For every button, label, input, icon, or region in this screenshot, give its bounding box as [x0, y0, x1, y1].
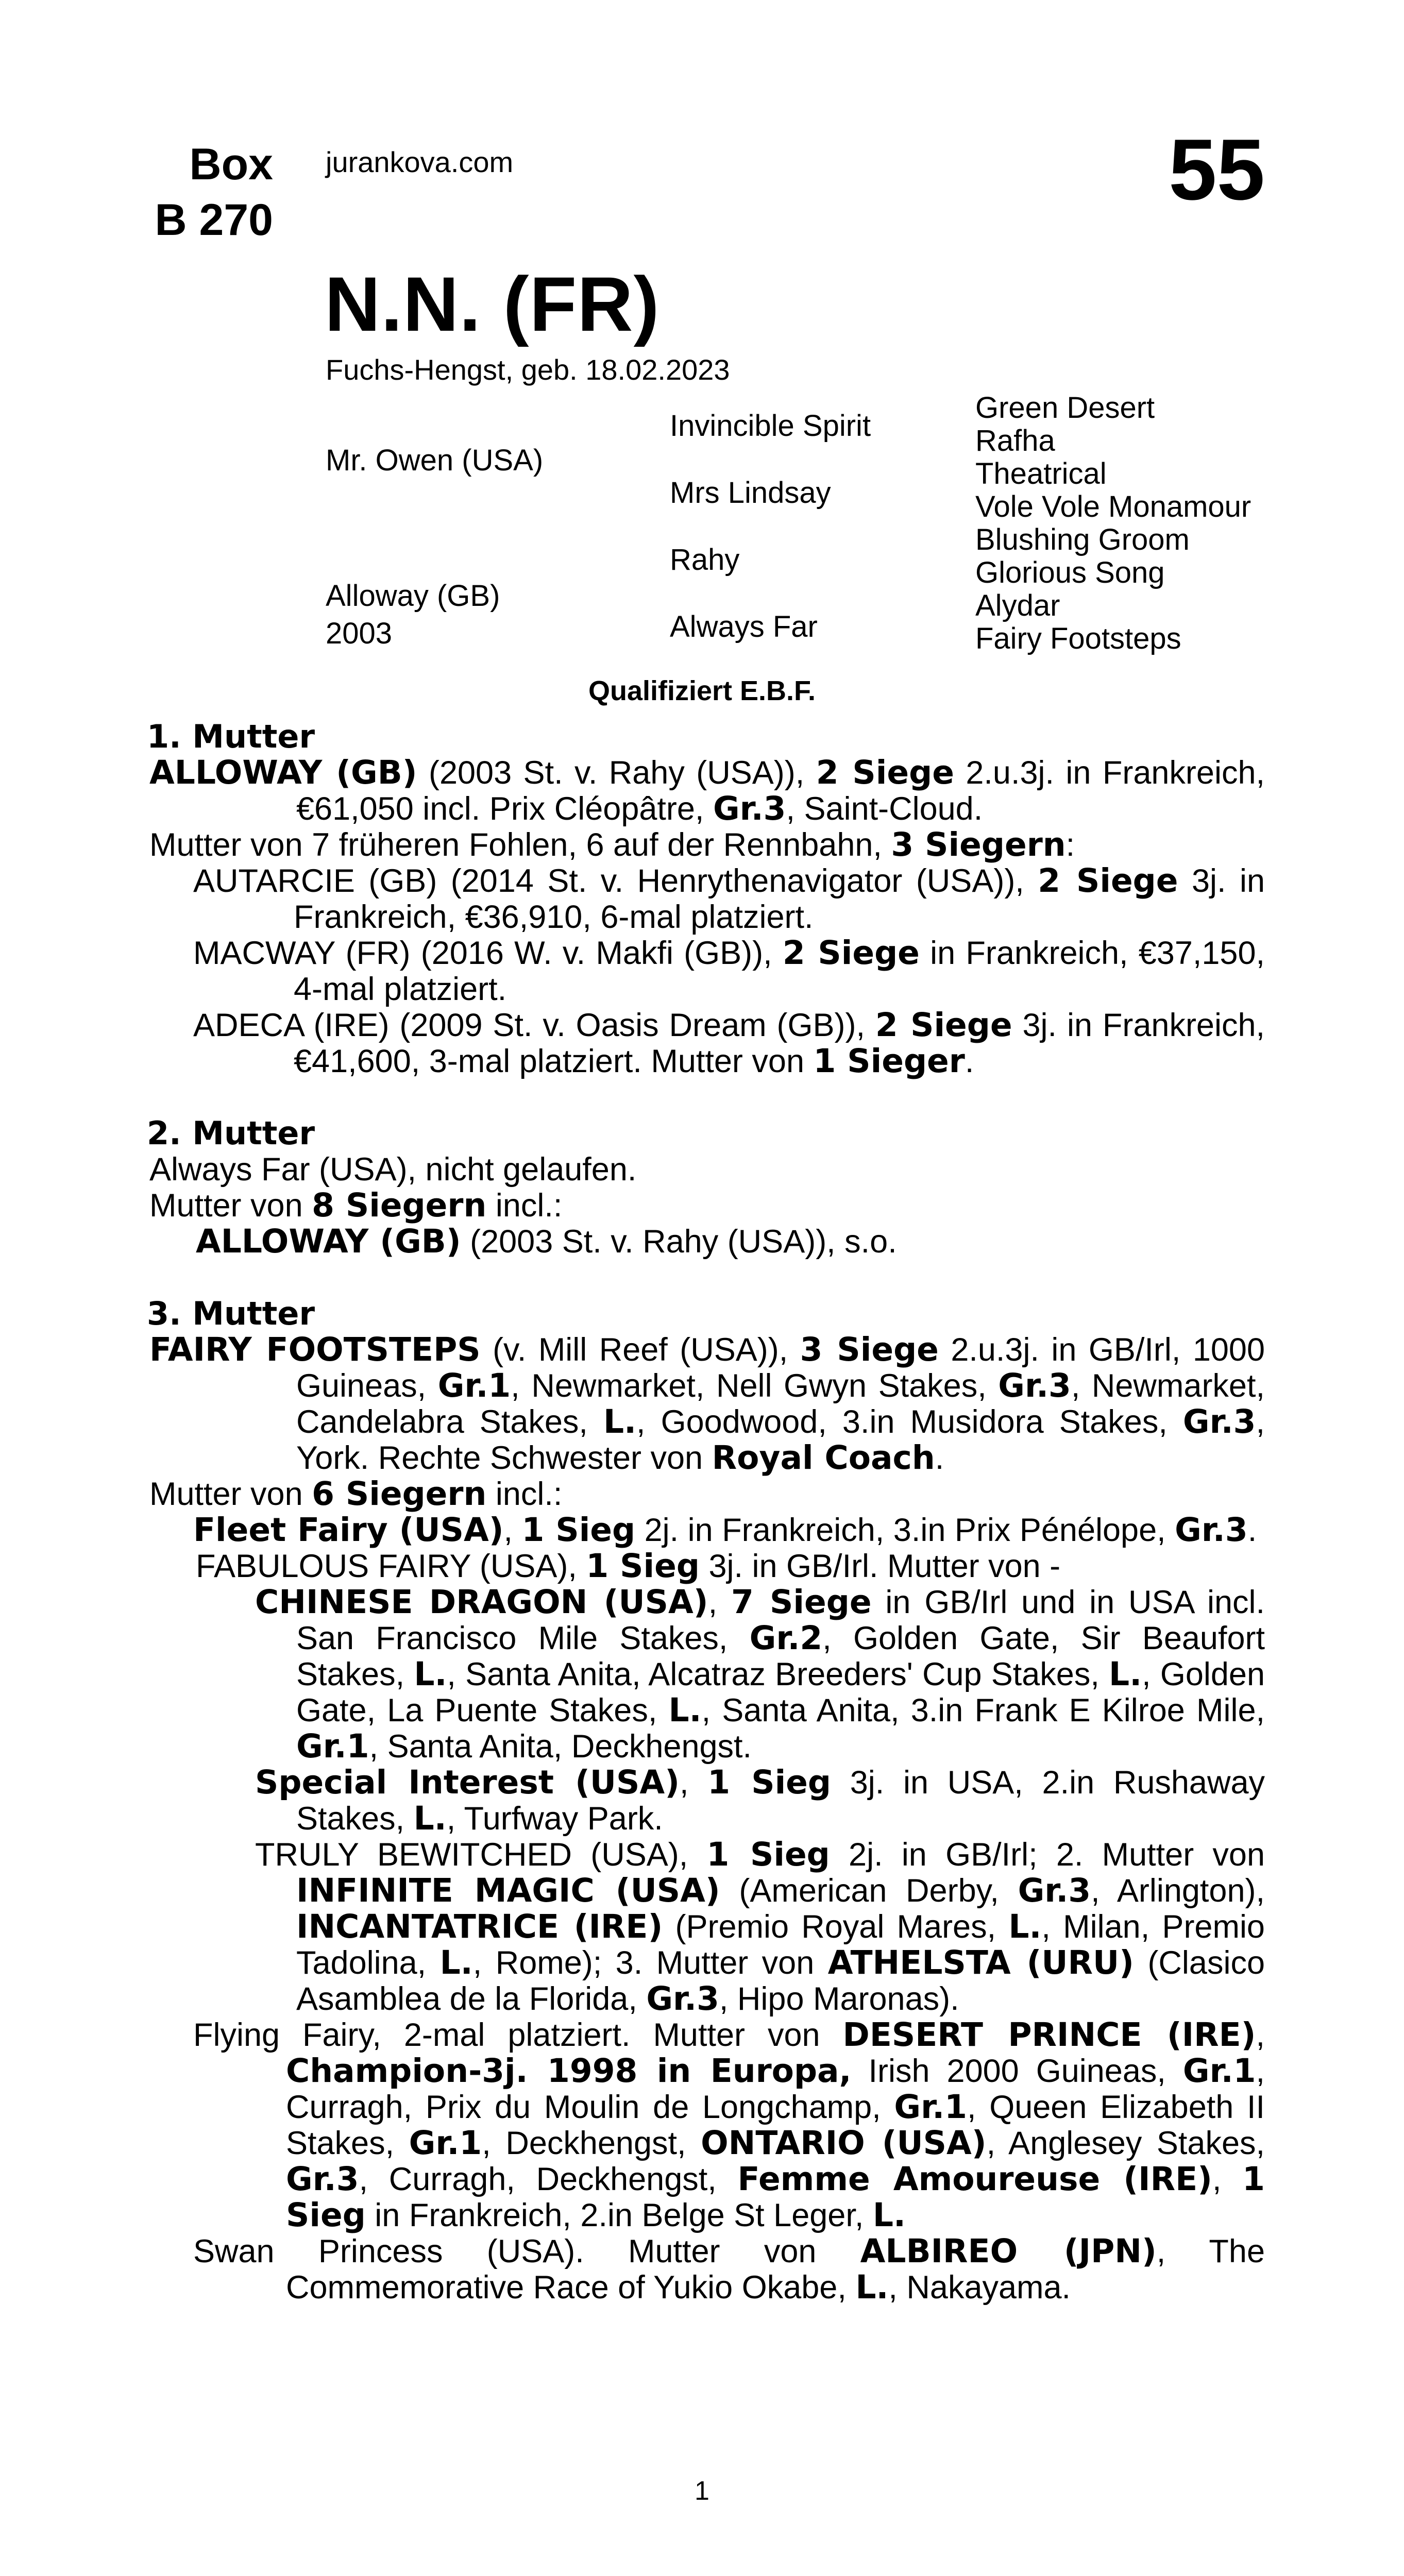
- lot-number: 55: [1169, 121, 1265, 218]
- horse-name: N.N. (FR): [325, 261, 660, 347]
- pedigree-g3-4: Vole Vole Monamour: [975, 490, 1251, 523]
- pedigree-dam-year: 2003: [326, 617, 393, 650]
- third-dam-foal-flying-fairy: Flying Fairy, 2-mal platziert. Mutter von DESERT PRINCE (IRE), Champion-3j. 1998 in Europa, Irish 2000 Guineas, Gr.1, Curragh, Prix du Moulin de Longchamp, Gr.1, Queen Elizabeth II Stakes, Gr.1, Deckhengst, ONTARIO (USA), Anglesey Stakes, Gr.3, Curragh, Deckhengst, Femme Amoureuse (IRE), 1 Sieg in Frankreich, 2.in Belge St Leger, L.: [193, 2016, 1265, 2234]
- pedigree-g3-8: Fairy Footsteps: [975, 622, 1181, 655]
- qualification: Qualifiziert E.B.F.: [588, 675, 816, 706]
- section-heading-third-dam: 3. Mutter: [147, 1295, 315, 1332]
- pedigree-g3-3: Theatrical: [975, 457, 1107, 490]
- catalogue-body: [147, 719, 1265, 2306]
- section-heading-first-dam: 1. Mutter: [147, 718, 315, 755]
- pedigree-g3-5: Blushing Groom: [975, 523, 1190, 556]
- pedigree-sire: Mr. Owen (USA): [326, 444, 544, 477]
- pedigree-g3-7: Alydar: [975, 589, 1060, 622]
- grandson-chinese-dragon: CHINESE DRAGON (USA), 7 Siege in GB/Irl und in USA incl. San Francisco Mile Stakes, Gr.2, Golden Gate, Sir Beaufort Stakes, L., Santa Anita, Alcatraz Breeders' Cup Stakes, L., Golden Gate, La Puente Stakes, L., Santa Anita, 3.in Frank E Kilroe Mile, Gr.1, Santa Anita, Deckhengst.: [255, 1583, 1265, 1765]
- grandson-special-interest: Special Interest (USA), 1 Sieg 3j. in USA, 2.in Rushaway Stakes, L., Turfway Park.: [255, 1764, 1265, 1837]
- page-number: 1: [695, 2476, 709, 2506]
- third-dam-foal-fabulous-fairy: FABULOUS FAIRY (USA), 1 Sieg 3j. in GB/Irl. Mutter von -: [196, 1547, 1061, 1585]
- second-dam-entry: Always Far (USA), nicht gelaufen.: [149, 1151, 637, 1188]
- pedigree-g3-2: Rafha: [975, 424, 1055, 457]
- first-dam-foal-macway: MACWAY (FR) (2016 W. v. Makfi (GB)), 2 Siege in Frankreich, €37,150, 4-mal platziert.: [193, 934, 1265, 1007]
- first-dam-foal-autarcie: AUTARCIE (GB) (2014 St. v. Henrythenavigator (USA)), 2 Siege 3j. in Frankreich, €36,910, 6-mal platziert.: [193, 862, 1265, 935]
- first-dam-produce: Mutter von 7 früheren Fohlen, 6 auf der Rennbahn, 3 Siegern:: [149, 826, 1075, 863]
- pedigree-g3-1: Green Desert: [975, 391, 1155, 425]
- granddaughter-truly-bewitched: TRULY BEWITCHED (USA), 1 Sieg 2j. in GB/Irl; 2. Mutter von INFINITE MAGIC (USA) (American Derby, Gr.3, Arlington), INCANTATRICE (IRE) (Premio Royal Mares, L., Milan, Premio Tadolina, L., Rome); 3. Mutter von ATHELSTA (URU) (Clasico Asamblea de la Florida, Gr.3, Hipo Maronas).: [255, 1836, 1265, 2018]
- third-dam-entry: FAIRY FOOTSTEPS (v. Mill Reef (USA)), 3 Siege 2.u.3j. in GB/Irl, 1000 Guineas, Gr.1, Newmarket, Nell Gwyn Stakes, Gr.3, Newmarket, Candelabra Stakes, L., Goodwood, 3.in Musidora Stakes, Gr.3, York. Rechte Schwester von Royal Coach.: [149, 1331, 1265, 1477]
- third-dam-foal-swan-princess: Swan Princess (USA). Mutter von ALBIREO (JPN), The Commemorative Race of Yukio Okabe, L., Nakayama.: [193, 2232, 1265, 2306]
- first-dam-foal-adeca: ADECA (IRE) (2009 St. v. Oasis Dream (GB)), 2 Siege 3j. in Frankreich, €41,600, 3-mal platziert. Mutter von 1 Sieger.: [193, 1006, 1265, 1080]
- box-title: Box: [189, 140, 273, 189]
- website: jurankova.com: [326, 146, 514, 178]
- third-dam-foal-fleet-fairy: Fleet Fairy (USA), 1 Sieg 2j. in Frankreich, 3.in Prix Pénélope, Gr.3.: [193, 1511, 1257, 1549]
- box-label: [144, 137, 273, 248]
- second-dam-foal-alloway: ALLOWAY (GB) (2003 St. v. Rahy (USA)), s.o.: [196, 1223, 897, 1260]
- horse-description: Fuchs-Hengst, geb. 18.02.2023: [326, 353, 730, 386]
- section-heading-second-dam: 2. Mutter: [147, 1114, 315, 1152]
- pedigree-sire-dam: Mrs Lindsay: [670, 476, 831, 510]
- pedigree-dam-dam: Always Far: [670, 610, 818, 643]
- box-number: B 270: [155, 195, 273, 245]
- pedigree-g3-6: Glorious Song: [975, 556, 1165, 589]
- pedigree-sire-sire: Invincible Spirit: [670, 409, 871, 443]
- second-dam-produce: Mutter von 8 Siegern incl.:: [149, 1187, 563, 1224]
- pedigree-dam: Alloway (GB): [326, 579, 500, 613]
- third-dam-produce: Mutter von 6 Siegern incl.:: [149, 1475, 563, 1513]
- first-dam-entry: ALLOWAY (GB) (2003 St. v. Rahy (USA)), 2 Siege 2.u.3j. in Frankreich, €61,050 incl. Prix Cléopâtre, Gr.3, Saint-Cloud.: [149, 754, 1265, 827]
- pedigree-dam-sire: Rahy: [670, 543, 740, 577]
- pedigree-g3: [975, 392, 1251, 655]
